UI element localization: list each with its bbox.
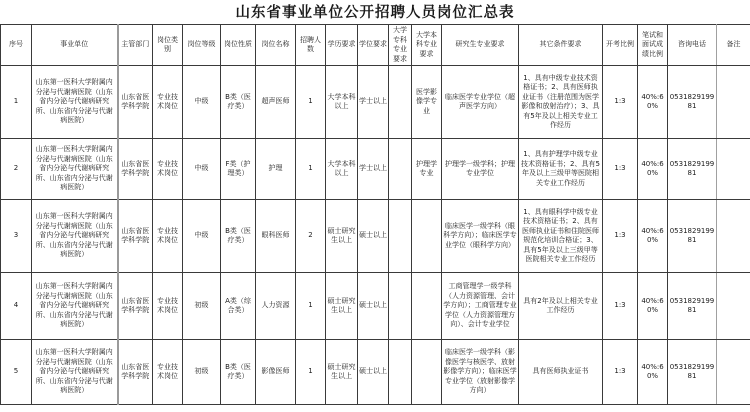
cell-seq: 4 — [1, 273, 32, 340]
cell-nature: A类（综合类） — [221, 273, 256, 340]
cell-seq: 5 — [1, 340, 32, 405]
cell-nature: F类（护理类） — [221, 139, 256, 200]
cell-dept: 山东省医学科学院 — [118, 273, 153, 340]
header-unit: 事业单位 — [32, 25, 118, 66]
cell-category: 专业技术岗位 — [153, 340, 183, 405]
header-nature: 岗位性质 — [221, 25, 256, 66]
cell-remark — [717, 340, 750, 405]
cell-dept: 山东省医学科学院 — [118, 66, 153, 139]
cell-category: 专业技术岗位 — [153, 66, 183, 139]
cell-remark — [717, 66, 750, 139]
cell-count: 1 — [296, 66, 326, 139]
table-row — [1, 139, 750, 200]
cell-dept: 山东省医学科学院 — [118, 340, 153, 405]
cell-grad-major: 临床医学一级学科（眼科学方向）；临床医学专业学位（眼科学方向） — [442, 200, 519, 273]
recruitment-table — [0, 24, 750, 405]
cell-count: 1 — [296, 273, 326, 340]
header-remark: 备注 — [717, 25, 750, 66]
header-edu: 学历要求 — [326, 25, 358, 66]
cell-exam-ratio: 1:3 — [603, 200, 638, 273]
cell-name: 人力资源 — [256, 273, 296, 340]
cell-college-major — [389, 66, 412, 139]
header-college-major: 大学专科专业要求 — [389, 25, 412, 66]
header-phone: 咨询电话 — [668, 25, 717, 66]
cell-other: 具有2年及以上相关专业工作经历 — [519, 273, 603, 340]
cell-degree: 硕士以上 — [358, 273, 389, 340]
cell-level: 中级 — [183, 200, 221, 273]
cell-score-ratio: 40%:60% — [638, 273, 668, 340]
cell-exam-ratio: 1:3 — [603, 273, 638, 340]
cell-other: 1、具有护理学中级专业技术资格证书；2、具有5年及以上三级甲等医院相关专业工作经历 — [519, 139, 603, 200]
header-grad-major: 研究生专业要求 — [442, 25, 519, 66]
cell-nature: B类（医疗类） — [221, 200, 256, 273]
cell-edu: 硕士研究生以上 — [326, 200, 358, 273]
cell-phone: 053182919981 — [668, 340, 717, 405]
cell-seq: 1 — [1, 66, 32, 139]
cell-college-major — [389, 340, 412, 405]
cell-score-ratio: 40%:60% — [638, 66, 668, 139]
cell-edu: 硕士研究生以上 — [326, 273, 358, 340]
cell-other: 具有医师执业证书 — [519, 340, 603, 405]
table-row — [1, 273, 750, 340]
cell-phone: 053182919981 — [668, 139, 717, 200]
header-bachelor-major: 大学本科专业要求 — [412, 25, 442, 66]
cell-name: 护理 — [256, 139, 296, 200]
cell-unit: 山东第一医科大学附属内分泌与代谢病医院（山东省内分泌与代谢病研究所、山东省内分泌与代谢病医院） — [32, 66, 118, 139]
cell-nature: B类（医疗类） — [221, 66, 256, 139]
cell-bachelor-major — [412, 200, 442, 273]
cell-dept: 山东省医学科学院 — [118, 200, 153, 273]
table-row — [1, 200, 750, 273]
cell-degree: 学士以上 — [358, 139, 389, 200]
page-title: 山东省事业单位公开招聘人员岗位汇总表 — [235, 4, 515, 21]
header-seq: 序号 — [1, 25, 32, 66]
cell-phone: 053182919981 — [668, 273, 717, 340]
cell-bachelor-major: 护理学专业 — [412, 139, 442, 200]
table-row — [1, 66, 750, 139]
cell-remark — [717, 200, 750, 273]
cell-degree: 硕士以上 — [358, 340, 389, 405]
cell-exam-ratio: 1:3 — [603, 66, 638, 139]
cell-name: 影像医师 — [256, 340, 296, 405]
cell-category: 专业技术岗位 — [153, 273, 183, 340]
cell-dept: 山东省医学科学院 — [118, 139, 153, 200]
cell-degree: 学士以上 — [358, 66, 389, 139]
header-degree: 学位要求 — [358, 25, 389, 66]
cell-name: 超声医师 — [256, 66, 296, 139]
cell-exam-ratio: 1:3 — [603, 340, 638, 405]
cell-grad-major: 临床医学一级学科（影像医学与核医学、放射影像学方向）；临床医学专业学位（放射影像学方向） — [442, 340, 519, 405]
cell-count: 2 — [296, 200, 326, 273]
cell-seq: 2 — [1, 139, 32, 200]
cell-level: 初级 — [183, 273, 221, 340]
cell-nature: B类（医疗类） — [221, 340, 256, 405]
cell-remark — [717, 273, 750, 340]
cell-score-ratio: 40%:60% — [638, 139, 668, 200]
cell-phone: 053182919981 — [668, 200, 717, 273]
header-level: 岗位等级 — [183, 25, 221, 66]
cell-category: 专业技术岗位 — [153, 200, 183, 273]
cell-college-major — [389, 273, 412, 340]
cell-level: 中级 — [183, 66, 221, 139]
cell-degree: 硕士以上 — [358, 200, 389, 273]
cell-phone: 053182919981 — [668, 66, 717, 139]
cell-edu: 大学本科以上 — [326, 66, 358, 139]
cell-grad-major: 工商管理学一级学科（人力资源管理、会计学方向）；工商管理专业学位（人力资源管理方向）、会计专业学位 — [442, 273, 519, 340]
cell-grad-major: 临床医学专业学位（超声医学方向） — [442, 66, 519, 139]
cell-unit: 山东第一医科大学附属内分泌与代谢病医院（山东省内分泌与代谢病研究所、山东省内分泌与代谢病医院） — [32, 273, 118, 340]
header-dept: 主管部门 — [118, 25, 153, 66]
cell-seq: 3 — [1, 200, 32, 273]
header-row — [1, 25, 750, 66]
header-count: 招聘人数 — [296, 25, 326, 66]
cell-exam-ratio: 1:3 — [603, 139, 638, 200]
cell-other: 1、具有中级专业技术资格证书；2、具有医师执业证书（注册范围为医学影像和放射治疗）；3、具有5年及以上相关专业工作经历 — [519, 66, 603, 139]
cell-unit: 山东第一医科大学附属内分泌与代谢病医院（山东省内分泌与代谢病研究所、山东省内分泌与代谢病医院） — [32, 200, 118, 273]
cell-unit: 山东第一医科大学附属内分泌与代谢病医院（山东省内分泌与代谢病研究所、山东省内分泌与代谢病医院） — [32, 340, 118, 405]
header-score-ratio: 笔试和面试成绩比例 — [638, 25, 668, 66]
header-category: 岗位类别 — [153, 25, 183, 66]
cell-category: 专业技术岗位 — [153, 139, 183, 200]
header-name: 岗位名称 — [256, 25, 296, 66]
cell-count: 1 — [296, 139, 326, 200]
cell-other: 1、具有眼科学中级专业技术资格证书；2、具有医师执业证书和住院医师规范化培训合格证；3、具有5年及以上三级甲等医院相关专业工作经历 — [519, 200, 603, 273]
cell-bachelor-major: 医学影像学专业 — [412, 66, 442, 139]
cell-level: 初级 — [183, 340, 221, 405]
cell-college-major — [389, 200, 412, 273]
cell-edu: 硕士研究生以上 — [326, 340, 358, 405]
cell-bachelor-major — [412, 340, 442, 405]
cell-unit: 山东第一医科大学附属内分泌与代谢病医院（山东省内分泌与代谢病研究所、山东省内分泌与代谢病医院） — [32, 139, 118, 200]
cell-score-ratio: 40%:60% — [638, 200, 668, 273]
cell-college-major — [389, 139, 412, 200]
header-exam-ratio: 开考比例 — [603, 25, 638, 66]
cell-score-ratio: 40%:60% — [638, 340, 668, 405]
cell-grad-major: 护理学一级学科；护理专业学位 — [442, 139, 519, 200]
cell-edu: 大学本科以上 — [326, 139, 358, 200]
header-other: 其它条件要求 — [519, 25, 603, 66]
table-row — [1, 340, 750, 405]
cell-remark — [717, 139, 750, 200]
cell-level: 中级 — [183, 139, 221, 200]
cell-bachelor-major — [412, 273, 442, 340]
cell-count: 1 — [296, 340, 326, 405]
cell-name: 眼科医师 — [256, 200, 296, 273]
